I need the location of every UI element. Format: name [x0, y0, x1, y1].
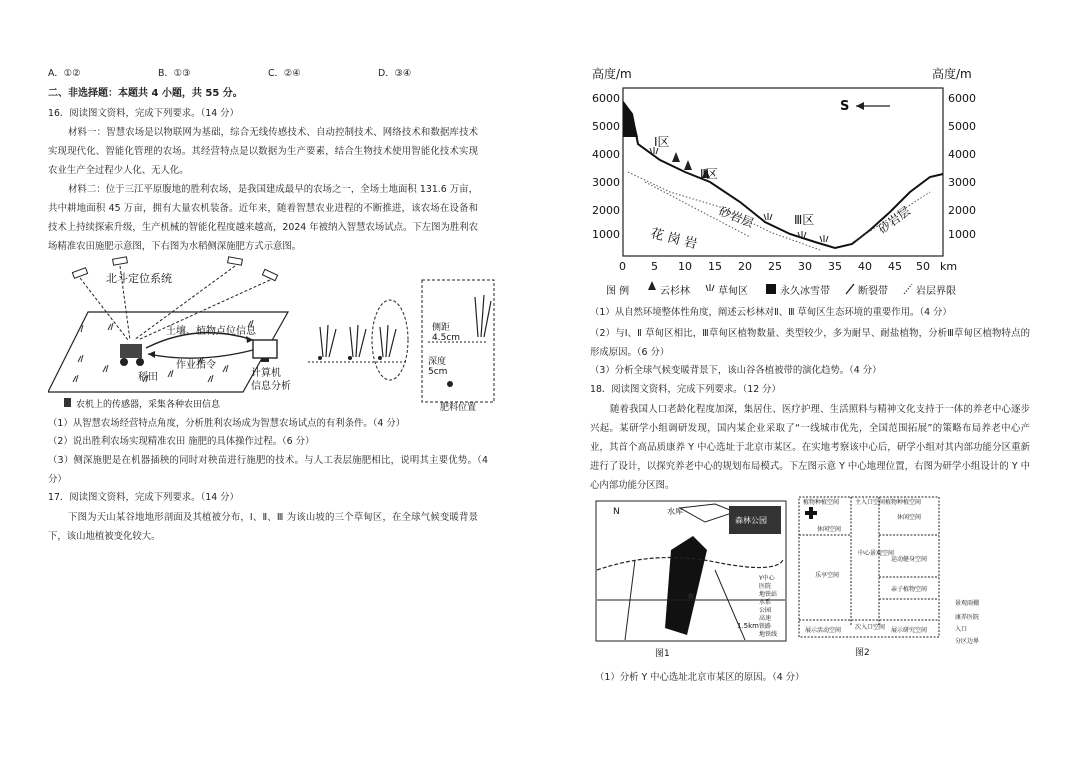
q16-heading: 16．阅读图文资料，完成下列要求。（14 分）	[48, 108, 239, 119]
computer-label-1: 计算机	[251, 368, 281, 379]
ytick-l-4000: 4000	[592, 148, 620, 161]
fertilizer-position: 肥料位置	[440, 403, 477, 412]
zone-secondary-entrance: 次入口空间	[855, 624, 886, 631]
side-distance-2: 4.5cm	[432, 333, 461, 343]
xtick-10: 10	[678, 260, 692, 273]
fertilization-figure	[48, 252, 500, 412]
legend-meadow: 草甸区	[718, 286, 748, 297]
ytick-r-1000: 1000	[948, 228, 976, 241]
command-label: 作业指令	[176, 360, 216, 371]
fig1-label: 图1	[655, 649, 670, 659]
xtick-30: 30	[798, 260, 812, 273]
legend-spruce: 云杉林	[660, 286, 690, 297]
xtick-5: 5	[651, 260, 658, 273]
depth-1: 深度	[428, 357, 447, 367]
ytick-r-5000: 5000	[948, 120, 976, 133]
q17-intro: 下图为天山某谷地地形剖面及其植被分布，Ⅰ、Ⅱ、Ⅲ 为该山坡的三个草甸区，在全球气候变暖背景下，该山地植被变化较大。	[48, 512, 478, 542]
q16-material2: 材料二：位于三江平原腹地的胜利农场，是我国建成最早的农场之一，全场土地面积 131.6 万亩，共中耕地面积 45 万亩，拥有大量农机装备。近年来，随着智慧农业进程的不断推进，该农场在设备和技术上持续探索升级，生产机械的智能化程度越来越高，2024 年被纳入智慧农场试点。下左图为胜利农场精准农田施肥示意图，下右图为水稻侧深施肥方式示意图。	[48, 184, 478, 252]
ytick-l-2000: 2000	[592, 204, 620, 217]
plan-legend-hospital: 康养医院	[955, 614, 980, 621]
option-b: B．①③	[158, 68, 191, 79]
soil-info-label: 土壤、植物点位信息	[166, 326, 256, 337]
zone-plant-2: 植物种植空间	[885, 499, 922, 506]
xtick-45: 45	[888, 260, 902, 273]
q18-1: （1）分析 Y 中心选址北京市某区的原因。（4 分）	[595, 672, 805, 683]
option-c: C．②④	[268, 68, 301, 79]
beidou-label: 北斗定位系统	[106, 272, 172, 285]
zone-sports: 运动健身空间	[891, 556, 928, 563]
function-zone-plan	[795, 495, 995, 660]
ytick-l-5000: 5000	[592, 120, 620, 133]
map-legend-3: 水系	[759, 599, 772, 606]
section-title: 二、非选择题：本题共 4 小题，共 55 分。	[48, 88, 243, 99]
map-legend-1: 医院	[759, 583, 772, 590]
north-arrow-icon: N	[613, 507, 620, 517]
q18-text: 随着我国人口老龄化程度加深，集居住、医疗护理、生活照料与精神文化支持于一体的养老中心逐步兴起。某研学小组调研发现，国内某企业采取了“一线城市优先，全国范围拓展”的策略布局养老中心产业，其首个高品质康养 Y 中心选址于北京市某区。在实地考察该中心后，研学小组对其内部功能分区重新进行了设计，以探究养老中心的规划布局模式。下左图示意 Y 中心地理位置，右图为研学小组设计的 Y 中心内部功能分区图。	[590, 404, 1030, 491]
zone-leisure-2: 休闲空间	[897, 514, 922, 521]
ytick-r-3000: 3000	[948, 176, 976, 189]
q17-1: （1）从自然环境整体性角度，阐述云杉林对Ⅱ、Ⅲ 草甸区生态环境的重要作用。（4 分）	[590, 307, 952, 318]
ylabel-left: 高度/m	[592, 67, 632, 81]
ytick-l-6000: 6000	[592, 92, 620, 105]
hospital-icon	[805, 507, 817, 519]
zone-2: Ⅱ区	[700, 167, 718, 181]
xtick-0: 0	[619, 260, 626, 273]
map-legend-4: 公园	[759, 607, 772, 614]
scale-label: 1.5km	[737, 622, 760, 630]
map-legend-6: 铁路	[759, 623, 772, 630]
xtick-15: 15	[708, 260, 722, 273]
legend-boundary: 岩层界限	[916, 286, 956, 297]
legend-fault: 断裂带	[858, 286, 888, 297]
rock-granite: 花 岗 岩	[649, 226, 699, 253]
zone-1: Ⅰ区	[654, 135, 670, 149]
paddy-label: 稻田	[138, 372, 158, 383]
zone-exhibit-research: 展示研究空间	[891, 627, 928, 634]
map-legend-5: 高速	[759, 615, 772, 622]
xtick-25: 25	[768, 260, 782, 273]
zone-plant-1: 植物种植空间	[803, 499, 840, 506]
rock-sandstone-1: 砂岩层	[716, 203, 756, 231]
y-ticks-left	[592, 92, 620, 241]
zone-central-landscape: 中心景观空间	[858, 550, 895, 557]
ytick-l-3000: 3000	[592, 176, 620, 189]
xtick-40: 40	[858, 260, 872, 273]
xtick-20: 20	[738, 260, 752, 273]
zone-main-entrance: 主入口空间	[855, 499, 886, 506]
plan-legend-boundary: 分区边界	[955, 638, 980, 645]
map-legend-0: Y中心	[759, 575, 775, 582]
legend-snow: 永久冰雪带	[780, 286, 830, 297]
ytick-l-1000: 1000	[592, 228, 620, 241]
ytick-r-2000: 2000	[948, 204, 976, 217]
xtick-50: 50	[916, 260, 930, 273]
ylabel-right: 高度/m	[932, 67, 972, 81]
rock-sandstone-2: 砂岩层	[875, 203, 913, 237]
map-legend-7: 地铁线	[759, 631, 778, 638]
side-distance-1: 侧距	[432, 323, 451, 333]
zone-family-plant: 亲子植物空间	[891, 586, 928, 593]
x-ticks	[619, 260, 957, 273]
depth-2: 5cm	[428, 367, 448, 377]
location-map	[595, 500, 790, 660]
q18-heading: 18．阅读图文资料，完成下列要求。（12 分）	[590, 384, 781, 395]
forest-park-label: 森林公园	[735, 516, 767, 525]
computer-label-2: 信息分析	[251, 381, 291, 392]
q16-1: （1）从智慧农场经营特点角度，分析胜利农场成为智慧农场试点的有利条件。（4 分）	[48, 418, 406, 429]
q16-2: （2）说出胜利农场实现精准农田 施肥的具体操作过程。（6 分）	[48, 436, 315, 447]
map-legend-2: 地铁站	[759, 591, 778, 598]
q16-3: （3）侧深施肥是在机器插秧的同时对秧苗进行施肥的技术。与人工表层施肥相比，说明其主要优势。（4 分）	[48, 455, 488, 485]
x-unit: km	[940, 260, 958, 273]
ytick-r-4000: 4000	[948, 148, 976, 161]
reservoir-label: 水库	[667, 507, 683, 516]
y-ticks-right	[948, 92, 976, 241]
zone-enjoy: 乐享空间	[815, 572, 840, 579]
q17-2: （2）与Ⅰ、Ⅱ 草甸区相比，Ⅲ草甸区植物数量、类型较少，多为耐旱、耐盐植物，分析Ⅲ草甸区植物特点的形成原因。（6 分）	[590, 328, 1030, 358]
fig2-label: 图2	[855, 648, 870, 658]
option-a: A．①②	[48, 68, 81, 79]
q17-3: （3）分析全球气候变暖背景下，该山谷各植被带的演化趋势。（4 分）	[590, 365, 882, 376]
plan-legend-canopy: 景观雨棚	[955, 600, 980, 607]
option-d: D．③④	[378, 68, 412, 79]
q17-heading: 17．阅读图文资料，完成下列要求。（14 分）	[48, 492, 239, 503]
zone-exhibit-activity: 展示活动空间	[805, 627, 842, 634]
ytick-r-6000: 6000	[948, 92, 976, 105]
q16-material1: 材料一：智慧农场是以物联网为基础，综合无线传感技术、自动控制技术、网络技术和数据库技术实现现代化、智能化管理的农场。其经营特点是以数据为生产要素，结合生物技术使用智能化技术实现农业生产全过程少人化、无人化。	[48, 127, 478, 176]
xtick-35: 35	[828, 260, 842, 273]
zone-3: Ⅲ区	[794, 213, 815, 227]
direction-label: S	[840, 99, 850, 114]
legend-title: 图 例	[606, 286, 630, 297]
plan-legend-entrance: 入口	[955, 626, 968, 633]
sensor-legend: 农机上的传感器，采集各种农田信息	[76, 400, 221, 410]
valley-profile-figure	[590, 62, 990, 302]
zone-leisure-1: 休闲空间	[817, 526, 842, 533]
